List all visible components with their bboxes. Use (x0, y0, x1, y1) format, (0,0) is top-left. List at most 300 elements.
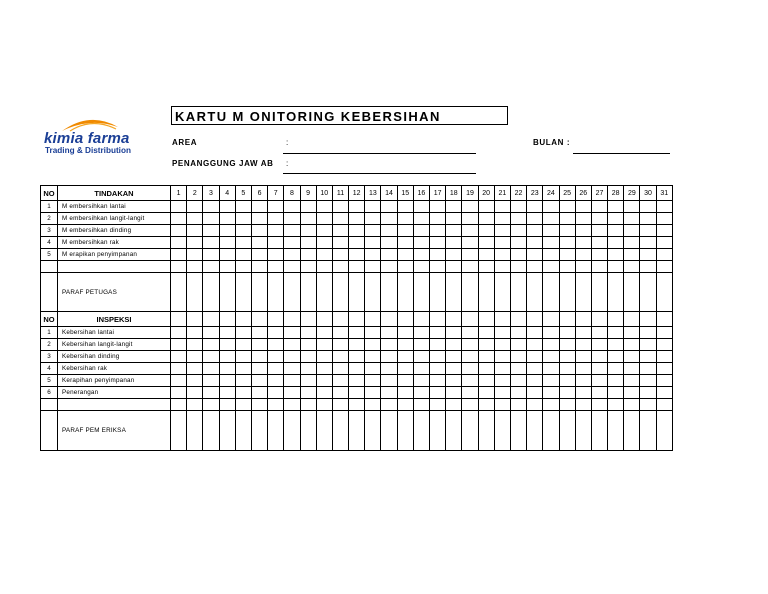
tindakan-5-day-25-cell[interactable] (559, 249, 575, 261)
inspeksi-6-day-18-cell[interactable] (446, 387, 462, 399)
tindakan-1-day-27-cell[interactable] (591, 201, 607, 213)
inspeksi-3-day-27-cell[interactable] (591, 351, 607, 363)
tindakan-blank-row-day-14-cell[interactable] (381, 261, 397, 273)
tindakan-1-day-30-cell[interactable] (640, 201, 656, 213)
tindakan-2-day-12-cell[interactable] (349, 213, 365, 225)
tindakan-blank-row-day-19-cell[interactable] (462, 261, 478, 273)
tindakan-2-day-18-cell[interactable] (446, 213, 462, 225)
tindakan-3-day-31-cell[interactable] (656, 225, 672, 237)
inspeksi-1-day-7-cell[interactable] (268, 327, 284, 339)
inspeksi-header-day-22-cell[interactable] (510, 312, 526, 327)
tindakan-3-day-12-cell[interactable] (349, 225, 365, 237)
paraf-pemeriksa-row-day-17-cell[interactable] (430, 411, 446, 451)
tindakan-5-day-21-cell[interactable] (494, 249, 510, 261)
inspeksi-1-day-17-cell[interactable] (430, 327, 446, 339)
inspeksi-2-day-17-cell[interactable] (430, 339, 446, 351)
inspeksi-blank-row-day-24-cell[interactable] (543, 399, 559, 411)
inspeksi-6-day-1-cell[interactable] (171, 387, 187, 399)
paraf-petugas-row-day-12-cell[interactable] (349, 273, 365, 312)
inspeksi-3-day-11-cell[interactable] (332, 351, 348, 363)
inspeksi-3-day-21-cell[interactable] (494, 351, 510, 363)
inspeksi-header-day-13-cell[interactable] (365, 312, 381, 327)
tindakan-2-day-30-cell[interactable] (640, 213, 656, 225)
inspeksi-2-day-2-cell[interactable] (187, 339, 203, 351)
tindakan-4-day-30-cell[interactable] (640, 237, 656, 249)
inspeksi-header-day-19-cell[interactable] (462, 312, 478, 327)
inspeksi-4-day-16-cell[interactable] (413, 363, 429, 375)
tindakan-5-day-31-cell[interactable] (656, 249, 672, 261)
tindakan-3-day-28-cell[interactable] (608, 225, 624, 237)
inspeksi-1-day-20-cell[interactable] (478, 327, 494, 339)
tindakan-3-day-22-cell[interactable] (510, 225, 526, 237)
inspeksi-blank-row-day-10-cell[interactable] (316, 399, 332, 411)
tindakan-5-day-28-cell[interactable] (608, 249, 624, 261)
inspeksi-3-day-18-cell[interactable] (446, 351, 462, 363)
tindakan-2-day-21-cell[interactable] (494, 213, 510, 225)
inspeksi-blank-row-day-19-cell[interactable] (462, 399, 478, 411)
paraf-petugas-row-day-8-cell[interactable] (284, 273, 300, 312)
inspeksi-2-day-11-cell[interactable] (332, 339, 348, 351)
paraf-petugas-row-day-19-cell[interactable] (462, 273, 478, 312)
inspeksi-6-day-17-cell[interactable] (430, 387, 446, 399)
paraf-pemeriksa-row-day-29-cell[interactable] (624, 411, 640, 451)
inspeksi-header-day-3-cell[interactable] (203, 312, 219, 327)
inspeksi-6-day-11-cell[interactable] (332, 387, 348, 399)
inspeksi-1-day-31-cell[interactable] (656, 327, 672, 339)
inspeksi-3-day-24-cell[interactable] (543, 351, 559, 363)
tindakan-blank-row-day-12-cell[interactable] (349, 261, 365, 273)
inspeksi-2-day-18-cell[interactable] (446, 339, 462, 351)
inspeksi-header-day-28-cell[interactable] (608, 312, 624, 327)
paraf-petugas-row-day-30-cell[interactable] (640, 273, 656, 312)
inspeksi-4-day-21-cell[interactable] (494, 363, 510, 375)
inspeksi-5-day-13-cell[interactable] (365, 375, 381, 387)
inspeksi-header-day-4-cell[interactable] (219, 312, 235, 327)
inspeksi-4-day-26-cell[interactable] (575, 363, 591, 375)
inspeksi-3-day-16-cell[interactable] (413, 351, 429, 363)
inspeksi-header-day-15-cell[interactable] (397, 312, 413, 327)
inspeksi-5-day-7-cell[interactable] (268, 375, 284, 387)
inspeksi-1-day-11-cell[interactable] (332, 327, 348, 339)
tindakan-blank-row-day-23-cell[interactable] (527, 261, 543, 273)
paraf-petugas-row-day-16-cell[interactable] (413, 273, 429, 312)
inspeksi-blank-row-day-8-cell[interactable] (284, 399, 300, 411)
tindakan-3-day-5-cell[interactable] (235, 225, 251, 237)
tindakan-2-day-5-cell[interactable] (235, 213, 251, 225)
inspeksi-5-day-29-cell[interactable] (624, 375, 640, 387)
tindakan-blank-row-day-15-cell[interactable] (397, 261, 413, 273)
inspeksi-3-day-19-cell[interactable] (462, 351, 478, 363)
tindakan-5-day-18-cell[interactable] (446, 249, 462, 261)
tindakan-4-day-14-cell[interactable] (381, 237, 397, 249)
inspeksi-3-day-7-cell[interactable] (268, 351, 284, 363)
paraf-petugas-row-day-27-cell[interactable] (591, 273, 607, 312)
tindakan-4-day-7-cell[interactable] (268, 237, 284, 249)
inspeksi-3-day-30-cell[interactable] (640, 351, 656, 363)
inspeksi-1-day-28-cell[interactable] (608, 327, 624, 339)
paraf-petugas-row-day-7-cell[interactable] (268, 273, 284, 312)
tindakan-5-day-7-cell[interactable] (268, 249, 284, 261)
tindakan-blank-row-day-4-cell[interactable] (219, 261, 235, 273)
inspeksi-1-day-25-cell[interactable] (559, 327, 575, 339)
inspeksi-3-day-1-cell[interactable] (171, 351, 187, 363)
inspeksi-5-day-3-cell[interactable] (203, 375, 219, 387)
paraf-pemeriksa-row-day-5-cell[interactable] (235, 411, 251, 451)
inspeksi-3-day-23-cell[interactable] (527, 351, 543, 363)
tindakan-blank-row-day-20-cell[interactable] (478, 261, 494, 273)
tindakan-4-day-16-cell[interactable] (413, 237, 429, 249)
paraf-petugas-row-day-11-cell[interactable] (332, 273, 348, 312)
paraf-petugas-row-day-18-cell[interactable] (446, 273, 462, 312)
paraf-petugas-row-day-5-cell[interactable] (235, 273, 251, 312)
inspeksi-blank-row-day-3-cell[interactable] (203, 399, 219, 411)
paraf-pemeriksa-row-day-11-cell[interactable] (332, 411, 348, 451)
inspeksi-2-day-22-cell[interactable] (510, 339, 526, 351)
inspeksi-3-day-9-cell[interactable] (300, 351, 316, 363)
inspeksi-2-day-9-cell[interactable] (300, 339, 316, 351)
paraf-pemeriksa-row-day-31-cell[interactable] (656, 411, 672, 451)
tindakan-3-day-3-cell[interactable] (203, 225, 219, 237)
inspeksi-1-day-5-cell[interactable] (235, 327, 251, 339)
inspeksi-6-day-12-cell[interactable] (349, 387, 365, 399)
tindakan-4-day-20-cell[interactable] (478, 237, 494, 249)
inspeksi-1-day-27-cell[interactable] (591, 327, 607, 339)
inspeksi-header-day-14-cell[interactable] (381, 312, 397, 327)
paraf-pemeriksa-row-day-27-cell[interactable] (591, 411, 607, 451)
inspeksi-1-day-13-cell[interactable] (365, 327, 381, 339)
tindakan-1-day-8-cell[interactable] (284, 201, 300, 213)
inspeksi-5-day-31-cell[interactable] (656, 375, 672, 387)
paraf-petugas-row-day-25-cell[interactable] (559, 273, 575, 312)
inspeksi-1-day-4-cell[interactable] (219, 327, 235, 339)
tindakan-blank-row-day-10-cell[interactable] (316, 261, 332, 273)
tindakan-3-day-6-cell[interactable] (251, 225, 267, 237)
tindakan-blank-row-day-30-cell[interactable] (640, 261, 656, 273)
tindakan-1-day-25-cell[interactable] (559, 201, 575, 213)
inspeksi-header-day-20-cell[interactable] (478, 312, 494, 327)
tindakan-3-day-4-cell[interactable] (219, 225, 235, 237)
inspeksi-4-day-25-cell[interactable] (559, 363, 575, 375)
inspeksi-blank-row-day-2-cell[interactable] (187, 399, 203, 411)
inspeksi-5-day-5-cell[interactable] (235, 375, 251, 387)
inspeksi-2-day-14-cell[interactable] (381, 339, 397, 351)
tindakan-4-day-11-cell[interactable] (332, 237, 348, 249)
tindakan-2-day-28-cell[interactable] (608, 213, 624, 225)
inspeksi-4-day-15-cell[interactable] (397, 363, 413, 375)
inspeksi-4-day-29-cell[interactable] (624, 363, 640, 375)
tindakan-2-day-23-cell[interactable] (527, 213, 543, 225)
inspeksi-1-day-12-cell[interactable] (349, 327, 365, 339)
paraf-petugas-row-day-13-cell[interactable] (365, 273, 381, 312)
paraf-petugas-row-day-3-cell[interactable] (203, 273, 219, 312)
inspeksi-6-day-27-cell[interactable] (591, 387, 607, 399)
inspeksi-blank-row-day-4-cell[interactable] (219, 399, 235, 411)
tindakan-4-day-12-cell[interactable] (349, 237, 365, 249)
inspeksi-1-day-18-cell[interactable] (446, 327, 462, 339)
inspeksi-4-day-8-cell[interactable] (284, 363, 300, 375)
tindakan-blank-row-day-7-cell[interactable] (268, 261, 284, 273)
tindakan-blank-row-day-1-cell[interactable] (171, 261, 187, 273)
inspeksi-3-day-4-cell[interactable] (219, 351, 235, 363)
inspeksi-5-day-6-cell[interactable] (251, 375, 267, 387)
paraf-petugas-row-day-26-cell[interactable] (575, 273, 591, 312)
tindakan-2-day-24-cell[interactable] (543, 213, 559, 225)
tindakan-3-day-13-cell[interactable] (365, 225, 381, 237)
inspeksi-4-day-12-cell[interactable] (349, 363, 365, 375)
inspeksi-header-day-23-cell[interactable] (527, 312, 543, 327)
inspeksi-1-day-23-cell[interactable] (527, 327, 543, 339)
tindakan-4-day-18-cell[interactable] (446, 237, 462, 249)
paraf-petugas-row-day-9-cell[interactable] (300, 273, 316, 312)
tindakan-4-day-1-cell[interactable] (171, 237, 187, 249)
inspeksi-header-day-7-cell[interactable] (268, 312, 284, 327)
tindakan-4-day-29-cell[interactable] (624, 237, 640, 249)
inspeksi-6-day-7-cell[interactable] (268, 387, 284, 399)
paraf-pemeriksa-row-day-14-cell[interactable] (381, 411, 397, 451)
tindakan-4-day-27-cell[interactable] (591, 237, 607, 249)
inspeksi-header-day-6-cell[interactable] (251, 312, 267, 327)
inspeksi-2-day-6-cell[interactable] (251, 339, 267, 351)
inspeksi-header-day-29-cell[interactable] (624, 312, 640, 327)
inspeksi-3-day-12-cell[interactable] (349, 351, 365, 363)
inspeksi-5-day-27-cell[interactable] (591, 375, 607, 387)
tindakan-1-day-18-cell[interactable] (446, 201, 462, 213)
inspeksi-4-day-14-cell[interactable] (381, 363, 397, 375)
tindakan-3-day-8-cell[interactable] (284, 225, 300, 237)
inspeksi-2-day-24-cell[interactable] (543, 339, 559, 351)
inspeksi-5-day-30-cell[interactable] (640, 375, 656, 387)
inspeksi-5-day-21-cell[interactable] (494, 375, 510, 387)
inspeksi-header-day-24-cell[interactable] (543, 312, 559, 327)
tindakan-4-day-10-cell[interactable] (316, 237, 332, 249)
inspeksi-2-day-8-cell[interactable] (284, 339, 300, 351)
inspeksi-4-day-27-cell[interactable] (591, 363, 607, 375)
inspeksi-3-day-15-cell[interactable] (397, 351, 413, 363)
tindakan-2-day-8-cell[interactable] (284, 213, 300, 225)
inspeksi-2-day-21-cell[interactable] (494, 339, 510, 351)
paraf-pemeriksa-row-day-12-cell[interactable] (349, 411, 365, 451)
inspeksi-6-day-2-cell[interactable] (187, 387, 203, 399)
tindakan-1-day-14-cell[interactable] (381, 201, 397, 213)
inspeksi-blank-row-day-7-cell[interactable] (268, 399, 284, 411)
tindakan-3-day-1-cell[interactable] (171, 225, 187, 237)
tindakan-4-day-17-cell[interactable] (430, 237, 446, 249)
inspeksi-1-day-6-cell[interactable] (251, 327, 267, 339)
inspeksi-5-day-9-cell[interactable] (300, 375, 316, 387)
inspeksi-4-day-30-cell[interactable] (640, 363, 656, 375)
tindakan-5-day-15-cell[interactable] (397, 249, 413, 261)
inspeksi-4-day-20-cell[interactable] (478, 363, 494, 375)
inspeksi-2-day-16-cell[interactable] (413, 339, 429, 351)
inspeksi-5-day-19-cell[interactable] (462, 375, 478, 387)
tindakan-4-day-13-cell[interactable] (365, 237, 381, 249)
tindakan-2-day-29-cell[interactable] (624, 213, 640, 225)
tindakan-1-day-10-cell[interactable] (316, 201, 332, 213)
tindakan-blank-row-day-21-cell[interactable] (494, 261, 510, 273)
paraf-pemeriksa-row-day-9-cell[interactable] (300, 411, 316, 451)
inspeksi-5-day-18-cell[interactable] (446, 375, 462, 387)
tindakan-2-day-2-cell[interactable] (187, 213, 203, 225)
inspeksi-5-day-22-cell[interactable] (510, 375, 526, 387)
tindakan-3-day-11-cell[interactable] (332, 225, 348, 237)
paraf-petugas-row-day-28-cell[interactable] (608, 273, 624, 312)
inspeksi-blank-row-day-21-cell[interactable] (494, 399, 510, 411)
paraf-petugas-row-day-14-cell[interactable] (381, 273, 397, 312)
inspeksi-6-day-19-cell[interactable] (462, 387, 478, 399)
tindakan-4-day-4-cell[interactable] (219, 237, 235, 249)
tindakan-blank-row-day-6-cell[interactable] (251, 261, 267, 273)
tindakan-5-day-17-cell[interactable] (430, 249, 446, 261)
inspeksi-6-day-8-cell[interactable] (284, 387, 300, 399)
inspeksi-2-day-1-cell[interactable] (171, 339, 187, 351)
tindakan-5-day-22-cell[interactable] (510, 249, 526, 261)
tindakan-blank-row-day-3-cell[interactable] (203, 261, 219, 273)
inspeksi-header-day-10-cell[interactable] (316, 312, 332, 327)
inspeksi-1-day-10-cell[interactable] (316, 327, 332, 339)
tindakan-5-day-10-cell[interactable] (316, 249, 332, 261)
inspeksi-2-day-26-cell[interactable] (575, 339, 591, 351)
tindakan-blank-row-day-9-cell[interactable] (300, 261, 316, 273)
inspeksi-5-day-8-cell[interactable] (284, 375, 300, 387)
tindakan-blank-row-day-13-cell[interactable] (365, 261, 381, 273)
tindakan-blank-row-day-2-cell[interactable] (187, 261, 203, 273)
tindakan-4-day-2-cell[interactable] (187, 237, 203, 249)
paraf-petugas-row-day-6-cell[interactable] (251, 273, 267, 312)
inspeksi-5-day-4-cell[interactable] (219, 375, 235, 387)
inspeksi-4-day-7-cell[interactable] (268, 363, 284, 375)
tindakan-1-day-1-cell[interactable] (171, 201, 187, 213)
paraf-petugas-row-day-29-cell[interactable] (624, 273, 640, 312)
inspeksi-3-day-5-cell[interactable] (235, 351, 251, 363)
tindakan-5-day-27-cell[interactable] (591, 249, 607, 261)
paraf-petugas-row-day-10-cell[interactable] (316, 273, 332, 312)
tindakan-5-day-24-cell[interactable] (543, 249, 559, 261)
tindakan-3-day-16-cell[interactable] (413, 225, 429, 237)
inspeksi-4-day-1-cell[interactable] (171, 363, 187, 375)
paraf-pemeriksa-row-day-16-cell[interactable] (413, 411, 429, 451)
tindakan-blank-row-day-27-cell[interactable] (591, 261, 607, 273)
inspeksi-6-day-25-cell[interactable] (559, 387, 575, 399)
tindakan-4-day-5-cell[interactable] (235, 237, 251, 249)
inspeksi-2-day-4-cell[interactable] (219, 339, 235, 351)
paraf-petugas-row-day-22-cell[interactable] (510, 273, 526, 312)
inspeksi-blank-row-day-17-cell[interactable] (430, 399, 446, 411)
tindakan-5-day-3-cell[interactable] (203, 249, 219, 261)
tindakan-2-day-16-cell[interactable] (413, 213, 429, 225)
tindakan-4-day-19-cell[interactable] (462, 237, 478, 249)
inspeksi-1-day-1-cell[interactable] (171, 327, 187, 339)
inspeksi-2-day-15-cell[interactable] (397, 339, 413, 351)
paraf-petugas-row-day-21-cell[interactable] (494, 273, 510, 312)
inspeksi-4-day-24-cell[interactable] (543, 363, 559, 375)
inspeksi-header-day-21-cell[interactable] (494, 312, 510, 327)
tindakan-2-day-14-cell[interactable] (381, 213, 397, 225)
inspeksi-header-day-16-cell[interactable] (413, 312, 429, 327)
tindakan-blank-row-day-25-cell[interactable] (559, 261, 575, 273)
tindakan-4-day-24-cell[interactable] (543, 237, 559, 249)
inspeksi-1-day-24-cell[interactable] (543, 327, 559, 339)
inspeksi-6-day-10-cell[interactable] (316, 387, 332, 399)
inspeksi-3-day-31-cell[interactable] (656, 351, 672, 363)
tindakan-4-day-31-cell[interactable] (656, 237, 672, 249)
inspeksi-header-day-17-cell[interactable] (430, 312, 446, 327)
tindakan-3-day-17-cell[interactable] (430, 225, 446, 237)
inspeksi-header-day-11-cell[interactable] (332, 312, 348, 327)
inspeksi-6-day-29-cell[interactable] (624, 387, 640, 399)
inspeksi-2-day-3-cell[interactable] (203, 339, 219, 351)
inspeksi-2-day-20-cell[interactable] (478, 339, 494, 351)
paraf-pemeriksa-row-day-21-cell[interactable] (494, 411, 510, 451)
inspeksi-2-day-29-cell[interactable] (624, 339, 640, 351)
inspeksi-blank-row-day-16-cell[interactable] (413, 399, 429, 411)
bulan-field[interactable] (573, 153, 670, 154)
tindakan-1-day-16-cell[interactable] (413, 201, 429, 213)
tindakan-2-day-1-cell[interactable] (171, 213, 187, 225)
inspeksi-6-day-15-cell[interactable] (397, 387, 413, 399)
tindakan-3-day-14-cell[interactable] (381, 225, 397, 237)
tindakan-blank-row-day-22-cell[interactable] (510, 261, 526, 273)
paraf-pemeriksa-row-day-6-cell[interactable] (251, 411, 267, 451)
inspeksi-2-day-12-cell[interactable] (349, 339, 365, 351)
tindakan-4-day-6-cell[interactable] (251, 237, 267, 249)
inspeksi-blank-row-day-31-cell[interactable] (656, 399, 672, 411)
inspeksi-blank-row-day-25-cell[interactable] (559, 399, 575, 411)
inspeksi-2-day-13-cell[interactable] (365, 339, 381, 351)
inspeksi-1-day-22-cell[interactable] (510, 327, 526, 339)
tindakan-1-day-13-cell[interactable] (365, 201, 381, 213)
inspeksi-6-day-22-cell[interactable] (510, 387, 526, 399)
paraf-pemeriksa-row-day-8-cell[interactable] (284, 411, 300, 451)
tindakan-blank-row-day-17-cell[interactable] (430, 261, 446, 273)
paraf-pemeriksa-row-day-4-cell[interactable] (219, 411, 235, 451)
inspeksi-3-day-22-cell[interactable] (510, 351, 526, 363)
inspeksi-6-day-24-cell[interactable] (543, 387, 559, 399)
tindakan-4-day-8-cell[interactable] (284, 237, 300, 249)
inspeksi-6-day-31-cell[interactable] (656, 387, 672, 399)
paraf-petugas-row-day-1-cell[interactable] (171, 273, 187, 312)
tindakan-4-day-22-cell[interactable] (510, 237, 526, 249)
tindakan-1-day-7-cell[interactable] (268, 201, 284, 213)
inspeksi-1-day-21-cell[interactable] (494, 327, 510, 339)
inspeksi-2-day-19-cell[interactable] (462, 339, 478, 351)
inspeksi-header-day-27-cell[interactable] (591, 312, 607, 327)
inspeksi-blank-row-day-14-cell[interactable] (381, 399, 397, 411)
paraf-petugas-row-day-31-cell[interactable] (656, 273, 672, 312)
inspeksi-blank-row-day-6-cell[interactable] (251, 399, 267, 411)
paraf-pemeriksa-row-day-30-cell[interactable] (640, 411, 656, 451)
tindakan-4-day-26-cell[interactable] (575, 237, 591, 249)
inspeksi-3-day-25-cell[interactable] (559, 351, 575, 363)
inspeksi-3-day-3-cell[interactable] (203, 351, 219, 363)
tindakan-5-day-1-cell[interactable] (171, 249, 187, 261)
tindakan-3-day-18-cell[interactable] (446, 225, 462, 237)
inspeksi-blank-row-day-11-cell[interactable] (332, 399, 348, 411)
inspeksi-5-day-25-cell[interactable] (559, 375, 575, 387)
inspeksi-4-day-13-cell[interactable] (365, 363, 381, 375)
tindakan-1-day-11-cell[interactable] (332, 201, 348, 213)
inspeksi-2-day-23-cell[interactable] (527, 339, 543, 351)
inspeksi-6-day-13-cell[interactable] (365, 387, 381, 399)
inspeksi-2-day-5-cell[interactable] (235, 339, 251, 351)
tindakan-1-day-3-cell[interactable] (203, 201, 219, 213)
tindakan-2-day-22-cell[interactable] (510, 213, 526, 225)
inspeksi-4-day-10-cell[interactable] (316, 363, 332, 375)
inspeksi-5-day-20-cell[interactable] (478, 375, 494, 387)
inspeksi-3-day-6-cell[interactable] (251, 351, 267, 363)
tindakan-5-day-20-cell[interactable] (478, 249, 494, 261)
inspeksi-4-day-19-cell[interactable] (462, 363, 478, 375)
inspeksi-4-day-3-cell[interactable] (203, 363, 219, 375)
